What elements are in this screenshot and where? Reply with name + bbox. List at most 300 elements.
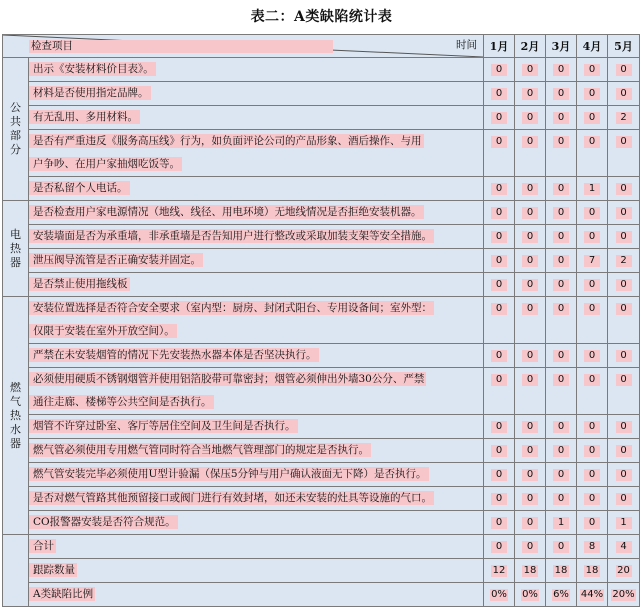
value-text: 0 <box>553 112 569 124</box>
value-cell <box>577 415 608 439</box>
summary-value-cell <box>608 583 640 607</box>
value-cell <box>546 511 577 535</box>
table-row <box>3 82 640 106</box>
value-text: 0 <box>491 112 507 124</box>
item-line <box>29 511 483 534</box>
summary-value-cell <box>577 535 608 559</box>
value-text: 0 <box>553 374 569 386</box>
summary-row <box>3 583 640 607</box>
table-row <box>3 511 640 535</box>
item-line <box>29 249 483 272</box>
value-text: 1 <box>616 517 632 529</box>
item-text: 严禁在未安装烟管的情况下先安装热水器本体是否坚决执行。 <box>29 348 319 362</box>
table-row <box>3 415 640 439</box>
table-row <box>3 344 640 368</box>
value-text: 7 <box>584 255 600 267</box>
category-cell <box>3 201 29 297</box>
item-text: 户争吵、在用户家抽烟吃饭等。 <box>29 157 182 171</box>
value-text: 0 <box>616 350 632 362</box>
summary-value: 0 <box>491 541 507 553</box>
item-text: 是否禁止使用拖线板 <box>29 277 130 291</box>
summary-line <box>29 583 483 606</box>
value-cell <box>608 130 640 177</box>
value-text: 0 <box>616 136 632 148</box>
item-line <box>29 153 483 176</box>
value-text: 0 <box>553 231 569 243</box>
value-text: 0 <box>553 136 569 148</box>
value-text: 1 <box>553 517 569 529</box>
summary-value-cell <box>484 559 515 583</box>
value-text: 0 <box>616 469 632 481</box>
value-cell <box>515 297 546 344</box>
value-text: 0 <box>491 350 507 362</box>
value-text: 0 <box>522 112 538 124</box>
value-cell <box>577 487 608 511</box>
value-text: 0 <box>616 207 632 219</box>
item-text: 燃气管安装完毕必须使用U型计验漏（保压5分钟与用户确认液面无下降）是否执行。 <box>29 467 429 481</box>
value-text: 0 <box>522 279 538 291</box>
summary-line <box>29 535 483 558</box>
value-cell <box>546 225 577 249</box>
item-text: 出示《安装材料价目表》。 <box>29 62 156 76</box>
item-cell <box>29 344 484 368</box>
category-label: 燃气热水器 <box>10 380 21 450</box>
value-text: 0 <box>522 88 538 100</box>
value-cell <box>577 344 608 368</box>
value-cell <box>515 511 546 535</box>
value-text: 0 <box>584 517 600 529</box>
table-title: 表二：A类缺陷统计表 <box>250 9 393 25</box>
value-cell <box>484 106 515 130</box>
value-text: 0 <box>522 517 538 529</box>
item-cell <box>29 225 484 249</box>
value-cell <box>577 463 608 487</box>
value-text: 0 <box>616 88 632 100</box>
value-cell <box>515 439 546 463</box>
summary-value: 6% <box>553 589 569 600</box>
value-cell <box>577 511 608 535</box>
item-cell <box>29 106 484 130</box>
month-header: 2月 <box>515 35 546 58</box>
value-text: 0 <box>522 64 538 76</box>
summary-value: 4 <box>616 541 632 553</box>
defect-table <box>2 34 640 607</box>
value-cell <box>577 82 608 106</box>
item-line <box>29 415 483 438</box>
table-row <box>3 487 640 511</box>
summary-value: 20 <box>617 565 630 576</box>
item-cell <box>29 130 484 177</box>
item-line <box>29 225 483 248</box>
value-text: 0 <box>584 88 600 100</box>
value-cell <box>515 415 546 439</box>
value-cell <box>515 106 546 130</box>
value-cell <box>546 463 577 487</box>
value-text: 0 <box>584 231 600 243</box>
summary-value: 0 <box>553 541 569 553</box>
item-line <box>29 487 483 510</box>
summary-value: 0% <box>522 589 538 600</box>
value-cell <box>484 487 515 511</box>
value-cell <box>577 273 608 297</box>
item-text: 材料是否使用指定品牌。 <box>29 86 151 100</box>
value-cell <box>577 297 608 344</box>
value-text: 1 <box>584 183 600 195</box>
value-cell <box>484 225 515 249</box>
item-line <box>29 177 483 200</box>
value-text: 0 <box>616 421 632 433</box>
value-cell <box>484 511 515 535</box>
summary-value-cell <box>608 535 640 559</box>
value-cell <box>577 106 608 130</box>
value-text: 0 <box>553 421 569 433</box>
item-text: 烟管不许穿过卧室、客厅等居住空间及卫生间是否执行。 <box>29 419 298 433</box>
summary-value: 0 <box>522 541 538 553</box>
item-line <box>29 273 483 296</box>
value-text: 2 <box>616 112 632 124</box>
item-line <box>29 463 483 486</box>
value-text: 0 <box>491 255 507 267</box>
table-row <box>3 177 640 201</box>
value-cell <box>577 249 608 273</box>
value-text: 0 <box>491 303 507 315</box>
value-text: 0 <box>616 64 632 76</box>
item-text: 仅限于安装在室外开放空间）。 <box>29 324 177 338</box>
category-label: 公共部分 <box>10 101 21 156</box>
item-line <box>29 201 483 224</box>
item-text: 是否有严重违反《服务高压线》行为，如负面评论公司的产品形象、酒后操作、与用 <box>29 134 424 148</box>
value-text: 0 <box>553 469 569 481</box>
item-cell <box>29 58 484 82</box>
table-body <box>3 35 640 607</box>
value-cell <box>484 439 515 463</box>
header-row <box>3 35 640 58</box>
item-cell <box>29 297 484 344</box>
value-cell <box>546 439 577 463</box>
value-text: 0 <box>491 64 507 76</box>
value-text: 0 <box>491 88 507 100</box>
value-cell <box>484 463 515 487</box>
value-cell <box>515 368 546 415</box>
value-cell <box>546 106 577 130</box>
item-cell <box>29 439 484 463</box>
summary-value: 8 <box>584 541 600 553</box>
value-text: 0 <box>522 421 538 433</box>
table-row <box>3 439 640 463</box>
header-time-label: 时间 <box>456 39 477 51</box>
value-text: 0 <box>553 493 569 505</box>
table-row <box>3 273 640 297</box>
value-text: 0 <box>491 279 507 291</box>
item-cell <box>29 273 484 297</box>
value-cell <box>577 439 608 463</box>
month-header: 3月 <box>546 35 577 58</box>
value-cell <box>546 487 577 511</box>
value-text: 0 <box>522 374 538 386</box>
item-cell <box>29 415 484 439</box>
item-line <box>29 391 483 414</box>
summary-value-cell <box>577 559 608 583</box>
value-cell <box>515 463 546 487</box>
value-text: 0 <box>491 469 507 481</box>
header-item-cell <box>3 35 484 58</box>
item-line <box>29 368 483 391</box>
item-line <box>29 439 483 462</box>
summary-label: 合计 <box>29 539 56 553</box>
summary-value-cell <box>484 583 515 607</box>
value-cell <box>515 82 546 106</box>
value-text: 0 <box>522 136 538 148</box>
value-cell <box>577 225 608 249</box>
value-cell <box>484 130 515 177</box>
value-cell <box>515 58 546 82</box>
table-row <box>3 58 640 82</box>
value-cell <box>484 344 515 368</box>
value-cell <box>515 249 546 273</box>
summary-value: 20% <box>612 589 635 600</box>
table-row <box>3 368 640 415</box>
summary-label-cell <box>29 559 484 583</box>
summary-value: 18 <box>585 565 599 576</box>
value-text: 0 <box>522 445 538 457</box>
value-cell <box>546 82 577 106</box>
value-text: 0 <box>616 445 632 457</box>
value-text: 0 <box>584 469 600 481</box>
value-cell <box>608 82 640 106</box>
value-cell <box>608 225 640 249</box>
summary-value-cell <box>546 535 577 559</box>
value-text: 0 <box>584 112 600 124</box>
item-cell <box>29 368 484 415</box>
value-cell <box>546 415 577 439</box>
item-line <box>29 58 483 81</box>
table-row <box>3 106 640 130</box>
item-text: 有无乱用、多用材料。 <box>29 110 140 124</box>
value-text: 0 <box>616 493 632 505</box>
summary-value-cell <box>577 583 608 607</box>
value-text: 0 <box>584 493 600 505</box>
summary-label-cell <box>29 583 484 607</box>
value-text: 0 <box>522 303 538 315</box>
value-text: 0 <box>491 374 507 386</box>
value-text: 0 <box>584 374 600 386</box>
value-text: 0 <box>616 374 632 386</box>
value-text: 0 <box>553 445 569 457</box>
value-text: 0 <box>584 64 600 76</box>
item-line <box>29 82 483 105</box>
value-cell <box>608 249 640 273</box>
value-text: 0 <box>616 279 632 291</box>
item-line <box>29 130 483 153</box>
month-header: 5月 <box>608 35 640 58</box>
value-text: 2 <box>616 255 632 267</box>
value-cell <box>484 297 515 344</box>
value-cell <box>608 177 640 201</box>
value-text: 0 <box>584 136 600 148</box>
value-cell <box>515 273 546 297</box>
summary-value-cell <box>515 559 546 583</box>
month-header: 1月 <box>484 35 515 58</box>
item-text: 是否检查用户家电源情况（地线、线径、用电环境）无地线情况是否拒绝安装机器。 <box>29 205 424 219</box>
value-text: 0 <box>491 183 507 195</box>
value-cell <box>577 58 608 82</box>
value-cell <box>546 297 577 344</box>
value-text: 0 <box>522 493 538 505</box>
value-text: 0 <box>553 64 569 76</box>
value-text: 0 <box>553 183 569 195</box>
value-text: 0 <box>491 421 507 433</box>
item-cell <box>29 177 484 201</box>
summary-value: 18 <box>523 565 537 576</box>
summary-value-cell <box>515 535 546 559</box>
value-text: 0 <box>491 231 507 243</box>
value-text: 0 <box>553 88 569 100</box>
item-text: 是否对燃气管路其他预留接口或阀门进行有效封堵，如还未安装的灶具等设施的气口。 <box>29 491 434 505</box>
table-row <box>3 130 640 177</box>
value-cell <box>515 344 546 368</box>
item-text: 是否私留个人电话。 <box>29 181 130 195</box>
value-text: 0 <box>522 469 538 481</box>
category-cell <box>3 297 29 535</box>
value-cell <box>608 487 640 511</box>
item-text: 泄压阀导流管是否正确安装并固定。 <box>29 253 203 267</box>
value-cell <box>608 297 640 344</box>
value-cell <box>546 249 577 273</box>
summary-row <box>3 535 640 559</box>
category-cell <box>3 58 29 201</box>
summary-value-cell <box>515 583 546 607</box>
value-text: 0 <box>584 303 600 315</box>
value-cell <box>546 368 577 415</box>
summary-label: 跟踪数量 <box>29 563 77 577</box>
summary-value: 44% <box>580 589 604 600</box>
item-cell <box>29 463 484 487</box>
item-text: 燃气管必须使用专用燃气管同时符合当地燃气管理部门的规定是否执行。 <box>29 443 371 457</box>
value-cell <box>608 439 640 463</box>
value-text: 0 <box>553 207 569 219</box>
value-cell <box>484 58 515 82</box>
value-cell <box>577 177 608 201</box>
item-line <box>29 106 483 129</box>
summary-label-cell <box>29 535 484 559</box>
value-text: 0 <box>491 445 507 457</box>
summary-value-cell <box>546 559 577 583</box>
item-line <box>29 344 483 367</box>
value-cell <box>515 225 546 249</box>
value-cell <box>515 130 546 177</box>
item-cell <box>29 82 484 106</box>
value-text: 0 <box>522 350 538 362</box>
value-cell <box>546 201 577 225</box>
table-row <box>3 463 640 487</box>
item-cell <box>29 249 484 273</box>
value-text: 0 <box>491 493 507 505</box>
value-cell <box>608 415 640 439</box>
value-text: 0 <box>584 207 600 219</box>
item-line <box>29 320 483 343</box>
value-text: 0 <box>584 421 600 433</box>
summary-value: 12 <box>492 565 506 576</box>
category-label: 电热器 <box>10 227 21 269</box>
item-cell <box>29 511 484 535</box>
value-cell <box>484 415 515 439</box>
value-text: 0 <box>522 207 538 219</box>
value-text: 0 <box>584 350 600 362</box>
value-cell <box>577 368 608 415</box>
summary-value: 0% <box>491 589 507 600</box>
value-cell <box>608 344 640 368</box>
value-text: 0 <box>491 207 507 219</box>
table-row <box>3 225 640 249</box>
value-text: 0 <box>553 279 569 291</box>
value-cell <box>577 130 608 177</box>
item-cell <box>29 487 484 511</box>
value-cell <box>484 82 515 106</box>
value-text: 0 <box>553 350 569 362</box>
summary-row <box>3 559 640 583</box>
value-cell <box>484 201 515 225</box>
table-row <box>3 201 640 225</box>
value-text: 0 <box>616 231 632 243</box>
value-cell <box>608 368 640 415</box>
value-cell <box>608 463 640 487</box>
value-text: 0 <box>522 255 538 267</box>
value-cell <box>546 273 577 297</box>
value-cell <box>546 58 577 82</box>
value-cell <box>546 177 577 201</box>
value-text: 0 <box>553 255 569 267</box>
summary-label: A类缺陷比例 <box>29 587 95 601</box>
summary-value-cell <box>546 583 577 607</box>
item-text: 必须使用硬质不锈钢烟管并使用铝箔胶带可靠密封；烟管必须伸出外墙30公分、严禁 <box>29 372 426 386</box>
summary-category-cell <box>3 535 29 607</box>
value-cell <box>608 201 640 225</box>
value-cell <box>608 58 640 82</box>
item-text: CO报警器安装是否符合规范。 <box>29 515 178 529</box>
header-item-label: 检查项目 <box>29 40 333 53</box>
value-cell <box>484 273 515 297</box>
item-text: 安装墙面是否为承重墙，非承重墙是否告知用户进行整改或采取加装支架等安全措施。 <box>29 229 434 243</box>
value-text: 0 <box>616 303 632 315</box>
summary-line <box>29 559 483 582</box>
table-row <box>3 249 640 273</box>
value-cell <box>608 106 640 130</box>
value-cell <box>515 177 546 201</box>
value-text: 0 <box>522 231 538 243</box>
value-cell <box>546 344 577 368</box>
value-cell <box>484 249 515 273</box>
item-cell <box>29 201 484 225</box>
value-cell <box>608 273 640 297</box>
table-row <box>3 297 640 344</box>
value-cell <box>515 487 546 511</box>
value-cell <box>515 201 546 225</box>
value-cell <box>608 511 640 535</box>
value-cell <box>577 201 608 225</box>
value-cell <box>484 177 515 201</box>
value-text: 0 <box>616 183 632 195</box>
value-text: 0 <box>491 136 507 148</box>
summary-value-cell <box>484 535 515 559</box>
value-cell <box>546 130 577 177</box>
value-text: 0 <box>522 183 538 195</box>
value-cell <box>484 368 515 415</box>
item-text: 安装位置选择是否符合安全要求（室内型：厨房、封闭式阳台、专用设备间；室外型： <box>29 301 434 315</box>
item-text: 通往走廊、楼梯等公共空间是否执行。 <box>29 395 214 409</box>
value-text: 0 <box>553 303 569 315</box>
summary-value: 18 <box>554 565 568 576</box>
value-text: 0 <box>584 445 600 457</box>
